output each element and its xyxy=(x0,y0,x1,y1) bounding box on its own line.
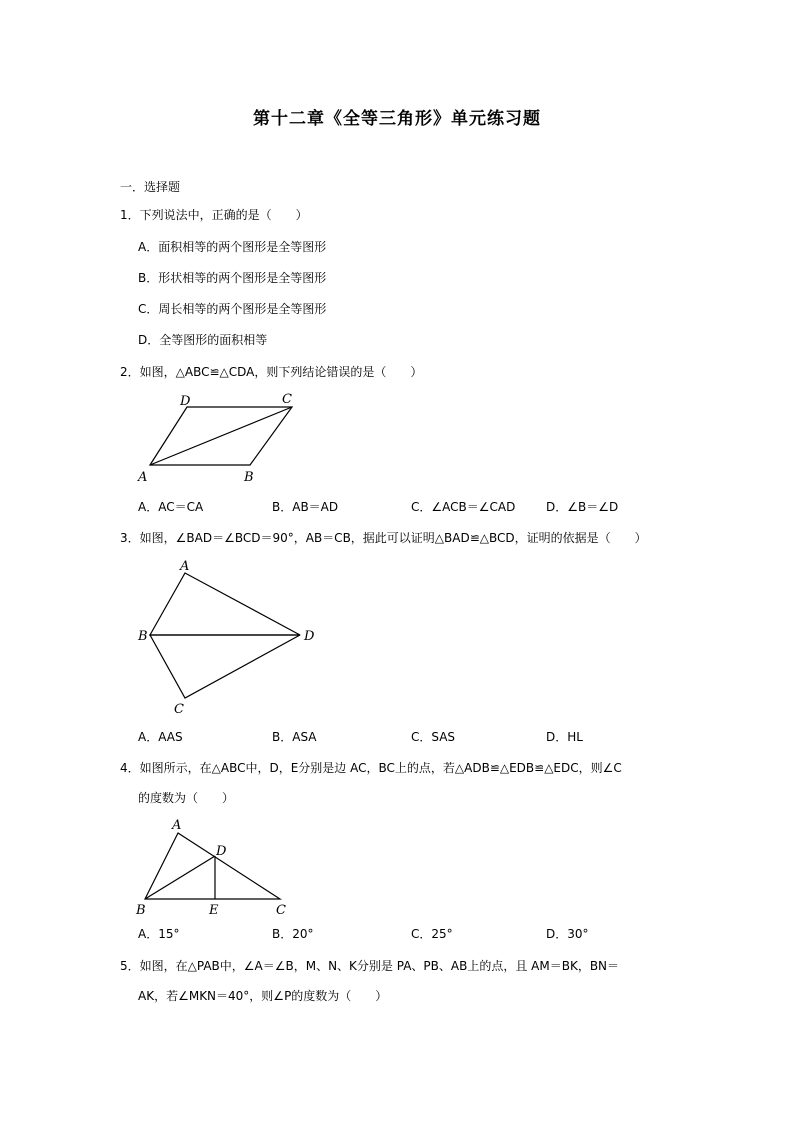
q3-option-a: A．AAS xyxy=(138,730,183,744)
q1-option-c: C．周长相等的两个图形是全等图形 xyxy=(138,302,327,316)
q5-stem-line-1: 5．如图，在△PAB中，∠A＝∠B，M、N、K分别是 PA、PB、AB上的点，且 AM＝BK，BN＝ xyxy=(120,959,620,973)
q4-label-e: E xyxy=(209,903,219,918)
q1-stem: 1．下列说法中，正确的是（ ） xyxy=(120,208,308,222)
q4-figure xyxy=(130,815,300,923)
q1-option-d: D．全等图形的面积相等 xyxy=(138,333,268,347)
q3-option-d: D．HL xyxy=(546,730,583,744)
q3-option-c: C．SAS xyxy=(411,730,456,744)
q1-option-b: B．形状相等的两个图形是全等图形 xyxy=(138,271,327,285)
q4-option-a: A．15° xyxy=(138,927,180,941)
q2-label-a: A xyxy=(138,470,148,485)
q2-stem: 2．如图，△ABC≌△CDA，则下列结论错误的是（ ） xyxy=(120,365,423,379)
page-title: 第十二章《全等三角形》单元练习题 xyxy=(253,109,541,129)
q4-label-c: C xyxy=(276,903,286,918)
q3-option-b: B．ASA xyxy=(272,730,317,744)
q3-label-a: A xyxy=(180,559,190,574)
q2-option-b: B．AB＝AD xyxy=(272,500,339,514)
q4-option-b: B．20° xyxy=(272,927,314,941)
q2-option-c: C．∠ACB＝∠CAD xyxy=(411,500,516,514)
q4-option-d: D．30° xyxy=(546,927,589,941)
q3-label-d: D xyxy=(304,629,315,644)
q3-label-b: B xyxy=(138,629,148,644)
q4-stem-line-1: 4．如图所示，在△ABC中，D，E分别是边 AC，BC上的点，若△ADB≌△EDB≌△EDC，则∠C xyxy=(120,761,622,775)
q2-figure xyxy=(130,385,330,488)
q3-label-c: C xyxy=(174,702,184,717)
q2-label-c: C xyxy=(282,392,292,407)
section-heading: 一．选择题 xyxy=(120,180,181,194)
q3-stem: 3．如图，∠BAD＝∠BCD＝90°，AB＝CB，据此可以证明△BAD≌△BCD，证明的依据是（ ） xyxy=(120,531,647,545)
q4-label-d: D xyxy=(216,844,227,859)
q2-label-d: D xyxy=(180,394,191,409)
q4-label-b: B xyxy=(136,903,146,918)
q2-option-d: D．∠B＝∠D xyxy=(546,500,619,514)
q2-option-a: A．AC＝CA xyxy=(138,500,204,514)
q5-stem-line-2: AK，若∠MKN＝40°，则∠P的度数为（ ） xyxy=(138,989,388,1003)
q4-option-c: C．25° xyxy=(411,927,453,941)
q1-option-a: A．面积相等的两个图形是全等图形 xyxy=(138,240,327,254)
q4-label-a: A xyxy=(172,818,182,833)
q4-stem-line-2: 的度数为（ ） xyxy=(138,791,235,805)
q3-figure xyxy=(130,555,330,723)
q2-label-b: B xyxy=(244,470,254,485)
